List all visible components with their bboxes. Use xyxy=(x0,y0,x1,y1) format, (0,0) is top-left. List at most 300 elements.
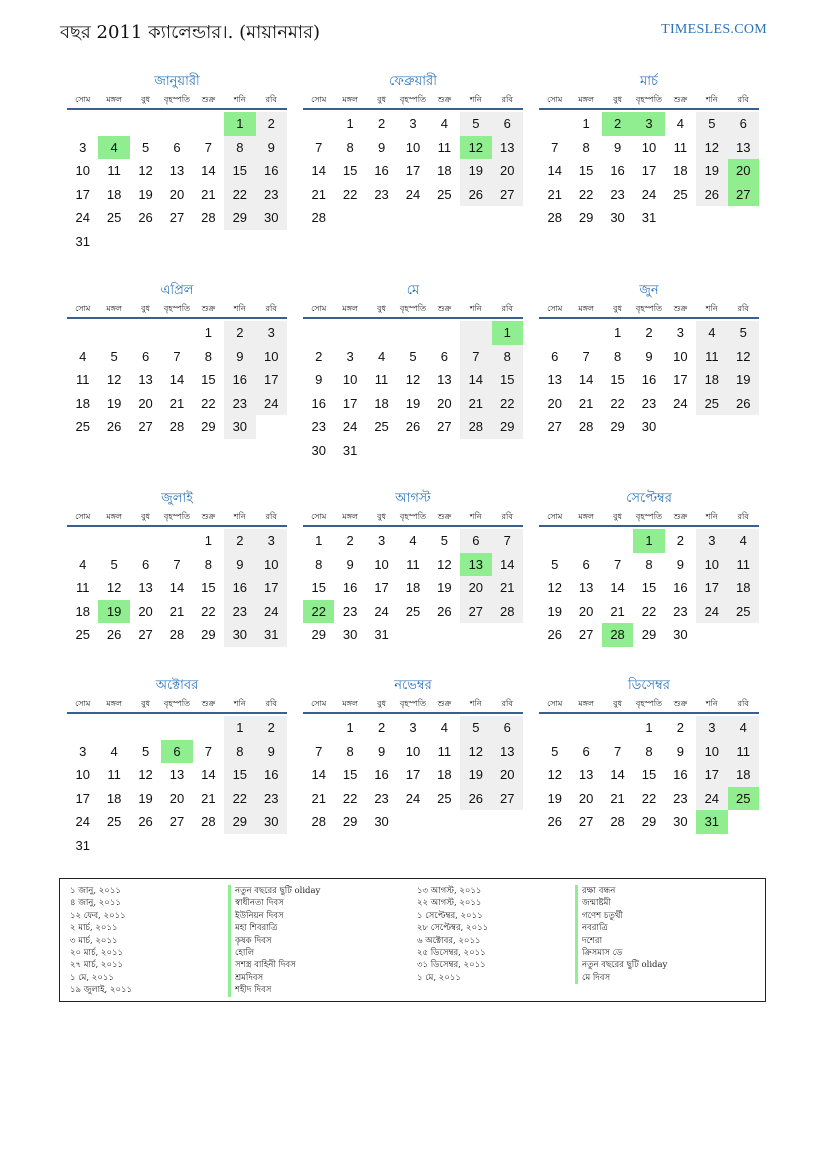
day-cell: 26 xyxy=(460,787,491,811)
month-name: ডিসেম্বর xyxy=(628,678,670,693)
day-cell: 13 xyxy=(578,580,594,596)
day-cell: 17 xyxy=(641,163,657,179)
empty-cell xyxy=(303,321,334,345)
day-cell: 23 xyxy=(374,186,389,202)
day-cell: 20 xyxy=(169,790,185,806)
empty-cell xyxy=(130,321,161,345)
day-cell: 15 xyxy=(492,368,523,392)
day-cell: 20 xyxy=(437,395,452,411)
weekday-label: বৃহস্পতি xyxy=(163,699,191,708)
day-cell: 5 xyxy=(460,112,491,136)
weekday-label: সোম xyxy=(311,304,327,313)
day-cell: 24 xyxy=(256,600,287,624)
day-cell: 7 xyxy=(204,139,213,155)
month-name: অক্টোবর xyxy=(155,678,199,693)
empty-cell xyxy=(67,529,98,553)
day-cell: 26 xyxy=(106,419,122,435)
holiday-name: ইউনিয়ন দিবস xyxy=(228,910,320,922)
day-cell: 25 xyxy=(437,186,452,202)
day-cell: 15 xyxy=(224,763,255,787)
day-cell: 26 xyxy=(138,210,153,226)
day-cell: 18 xyxy=(75,603,90,619)
day-cell: 6 xyxy=(728,112,759,136)
day-cell: 24 xyxy=(405,186,421,202)
empty-cell xyxy=(602,529,633,553)
day-cell: 14 xyxy=(169,580,185,596)
day-cell: 8 xyxy=(224,136,255,160)
day-grid xyxy=(303,529,523,647)
day-cell: 14 xyxy=(311,163,326,179)
holiday-dates-right xyxy=(417,885,488,984)
weekday-label: সোম xyxy=(75,304,91,313)
day-cell: 24 xyxy=(673,395,688,411)
weekday-label: শুক্র xyxy=(437,304,452,313)
day-cell: 14 xyxy=(547,163,562,179)
empty-cell xyxy=(193,112,224,136)
month-name: নভেম্বর xyxy=(394,678,432,693)
day-cell: 15 xyxy=(311,580,326,596)
day-cell: 18 xyxy=(673,163,688,179)
day-cell: 26 xyxy=(437,603,452,619)
weekday-label: বৃহস্পতি xyxy=(635,699,663,708)
day-grid xyxy=(303,716,523,834)
day-cell: 31 xyxy=(342,442,358,458)
month-name: এপ্রিল xyxy=(160,283,194,298)
day-cell: 25 xyxy=(696,392,727,416)
weekday-label: শনি xyxy=(705,304,718,313)
weekday-label: বৃহস্পতি xyxy=(399,95,427,104)
day-cell: 9 xyxy=(645,348,653,364)
day-cell: 30 xyxy=(256,206,287,230)
day-cell: 25 xyxy=(75,627,90,643)
weekday-label: মঙ্গল xyxy=(342,699,358,708)
day-cell: 3 xyxy=(377,533,386,548)
day-cell: 14 xyxy=(311,767,326,783)
day-cell: 27 xyxy=(492,183,523,207)
day-cell: 7 xyxy=(460,345,491,369)
day-cell: 4 xyxy=(440,720,449,735)
day-cell: 28 xyxy=(547,210,562,226)
day-cell: 13 xyxy=(492,136,523,160)
day-cell: 7 xyxy=(613,556,622,572)
holiday-date: ৬ অক্টোবর, ২০১১ xyxy=(417,935,481,946)
day-cell: 7 xyxy=(551,139,559,155)
day-cell: 16 xyxy=(641,372,657,388)
day-cell: 26 xyxy=(696,183,727,207)
empty-cell xyxy=(460,321,491,345)
day-cell: 9 xyxy=(224,345,255,369)
day-cell: 26 xyxy=(460,183,491,207)
day-cell: 7 xyxy=(613,743,622,759)
day-cell: 27 xyxy=(492,787,523,811)
day-cell: 27 xyxy=(460,600,491,624)
day-cell: 18 xyxy=(405,580,421,596)
holiday-date: ২০ মার্চ, ২০১১ xyxy=(70,947,124,958)
day-cell: 24 xyxy=(641,186,657,202)
empty-cell xyxy=(67,321,98,345)
day-cell: 28 xyxy=(311,210,326,226)
weekday-label: রবি xyxy=(265,95,277,104)
holiday-day-cell: 20 xyxy=(728,159,759,183)
holiday-name: নতুন বছরের ছুটি oliday xyxy=(575,959,667,971)
weekday-label: রবি xyxy=(737,699,749,708)
day-cell: 15 xyxy=(578,163,594,179)
day-cell: 5 xyxy=(141,139,150,155)
day-cell: 29 xyxy=(224,810,255,834)
day-cell: 4 xyxy=(696,321,727,345)
month-block xyxy=(539,72,759,230)
day-cell: 20 xyxy=(578,790,594,806)
day-cell: 12 xyxy=(106,372,122,388)
day-cell: 29 xyxy=(641,627,657,643)
day-cell: 27 xyxy=(547,419,562,435)
day-cell: 10 xyxy=(696,553,727,577)
day-cell: 22 xyxy=(224,787,255,811)
day-cell: 29 xyxy=(201,419,216,435)
day-cell: 20 xyxy=(492,763,523,787)
day-cell: 22 xyxy=(641,603,657,619)
day-cell: 21 xyxy=(610,603,625,619)
empty-cell xyxy=(67,112,98,136)
empty-cell xyxy=(570,529,601,553)
day-cell: 21 xyxy=(547,186,562,202)
month-block xyxy=(539,489,759,647)
day-cell: 13 xyxy=(728,136,759,160)
day-cell: 11 xyxy=(374,372,389,388)
weekday-label: শুক্র xyxy=(201,95,216,104)
weekday-label: বৃহস্পতি xyxy=(399,304,427,313)
weekday-label: মঙ্গল xyxy=(578,95,594,104)
weekday-header xyxy=(539,92,759,110)
day-cell: 9 xyxy=(224,553,255,577)
holiday-name: নতুন বছরের ছুটি oliday xyxy=(228,885,320,897)
day-cell: 3 xyxy=(256,529,287,553)
weekday-label: মঙ্গল xyxy=(106,304,122,313)
day-cell: 17 xyxy=(673,372,688,388)
day-cell: 4 xyxy=(676,116,685,131)
weekday-label: শুক্র xyxy=(673,304,688,313)
empty-cell xyxy=(303,716,334,740)
holiday-day-cell: 3 xyxy=(633,112,664,136)
day-cell: 9 xyxy=(346,556,354,572)
day-cell: 17 xyxy=(374,580,389,596)
day-cell: 29 xyxy=(201,627,216,643)
empty-cell xyxy=(366,321,397,345)
day-cell: 16 xyxy=(374,163,389,179)
day-cell: 11 xyxy=(75,580,90,596)
day-cell: 9 xyxy=(676,556,685,572)
weekday-label: রবি xyxy=(737,512,749,521)
weekday-label: বুধ xyxy=(377,95,387,104)
weekday-label: মঙ্গল xyxy=(106,512,122,521)
day-cell: 2 xyxy=(676,720,685,735)
weekday-label: রবি xyxy=(501,95,513,104)
empty-cell xyxy=(334,321,365,345)
day-cell: 5 xyxy=(440,533,449,548)
weekday-label: বৃহস্পতি xyxy=(399,699,427,708)
weekday-label: শুক্র xyxy=(673,699,688,708)
day-cell: 29 xyxy=(224,206,255,230)
day-cell: 10 xyxy=(256,345,287,369)
holiday-name: মহা শিবরাত্রি xyxy=(228,922,320,934)
day-cell: 21 xyxy=(311,186,326,202)
weekday-header xyxy=(67,696,287,714)
day-cell: 11 xyxy=(437,139,452,155)
weekday-label: মঙ্গল xyxy=(342,304,358,313)
day-cell: 30 xyxy=(374,814,389,830)
holiday-date: ১ মে, ২০১১ xyxy=(417,972,461,983)
weekday-label: শনি xyxy=(233,512,246,521)
weekday-label: বুধ xyxy=(141,512,151,521)
weekday-header xyxy=(303,92,523,110)
day-grid xyxy=(539,321,759,439)
empty-cell xyxy=(98,321,129,345)
day-cell: 25 xyxy=(106,814,122,830)
holiday-name: শহীদ দিবস xyxy=(228,984,320,996)
day-cell: 23 xyxy=(374,790,389,806)
day-cell: 21 xyxy=(169,603,185,619)
day-cell: 5 xyxy=(551,556,559,572)
weekday-header xyxy=(539,509,759,527)
day-cell: 7 xyxy=(173,348,181,364)
day-cell: 13 xyxy=(437,372,452,388)
day-cell: 29 xyxy=(578,210,594,226)
day-cell: 30 xyxy=(224,623,255,647)
weekday-header xyxy=(303,696,523,714)
brand-link[interactable]: TIMESLES.COM xyxy=(661,22,767,37)
day-cell: 15 xyxy=(641,580,657,596)
holiday-date: ১ জানু, ২০১১ xyxy=(70,886,121,896)
weekday-label: সোম xyxy=(547,699,563,708)
day-cell: 6 xyxy=(551,348,559,364)
day-cell: 15 xyxy=(224,159,255,183)
day-grid xyxy=(67,321,287,439)
day-cell: 28 xyxy=(578,419,594,435)
month-name: জুন xyxy=(639,283,659,298)
weekday-label: শুক্র xyxy=(201,512,216,521)
day-cell: 14 xyxy=(460,368,491,392)
day-cell: 20 xyxy=(547,395,562,411)
day-cell: 16 xyxy=(610,163,625,179)
day-cell: 20 xyxy=(492,159,523,183)
empty-cell xyxy=(602,716,633,740)
day-grid xyxy=(303,321,523,463)
weekday-label: সোম xyxy=(547,304,563,313)
day-cell: 30 xyxy=(610,210,625,226)
day-cell: 13 xyxy=(138,580,153,596)
day-cell: 19 xyxy=(138,186,153,202)
weekday-header xyxy=(539,301,759,319)
holiday-day-cell: 4 xyxy=(98,136,129,160)
day-cell: 8 xyxy=(346,743,354,759)
day-cell: 1 xyxy=(645,720,653,735)
day-cell: 2 xyxy=(645,325,653,340)
day-cell: 25 xyxy=(374,419,389,435)
empty-cell xyxy=(303,112,334,136)
weekday-header xyxy=(303,301,523,319)
weekday-header xyxy=(67,509,287,527)
day-cell: 13 xyxy=(138,372,153,388)
day-cell: 5 xyxy=(460,716,491,740)
day-cell: 16 xyxy=(224,576,255,600)
day-cell: 9 xyxy=(256,136,287,160)
day-cell: 24 xyxy=(75,814,90,830)
weekday-label: বুধ xyxy=(613,699,623,708)
empty-cell xyxy=(539,529,570,553)
day-cell: 11 xyxy=(673,139,688,155)
weekday-label: সোম xyxy=(75,95,91,104)
holiday-name: রক্ষা বন্ধন xyxy=(575,885,667,897)
day-cell: 23 xyxy=(256,787,287,811)
weekday-label: সোম xyxy=(311,95,327,104)
day-cell: 15 xyxy=(641,767,657,783)
weekday-label: মঙ্গল xyxy=(578,512,594,521)
day-cell: 17 xyxy=(256,576,287,600)
day-cell: 21 xyxy=(460,392,491,416)
day-cell: 17 xyxy=(696,576,727,600)
month-block xyxy=(539,676,759,834)
day-cell: 12 xyxy=(405,372,421,388)
day-cell: 22 xyxy=(492,392,523,416)
day-cell: 8 xyxy=(645,556,653,572)
day-cell: 6 xyxy=(492,112,523,136)
holiday-names-right xyxy=(575,885,667,984)
day-cell: 30 xyxy=(256,810,287,834)
day-cell: 14 xyxy=(201,767,216,783)
empty-cell xyxy=(130,112,161,136)
holiday-name: ক্রিসমাস ডে xyxy=(575,947,667,959)
weekday-header xyxy=(67,92,287,110)
month-name: আগস্ট xyxy=(395,491,431,506)
day-cell: 8 xyxy=(582,139,590,155)
weekday-label: শনি xyxy=(705,699,718,708)
day-cell: 27 xyxy=(138,419,153,435)
day-cell: 5 xyxy=(696,112,727,136)
empty-cell xyxy=(130,716,161,740)
holiday-day-cell: 6 xyxy=(161,740,192,764)
day-cell: 18 xyxy=(75,395,90,411)
month-name: সেপ্টেম্বর xyxy=(626,491,672,506)
weekday-label: বৃহস্পতি xyxy=(399,512,427,521)
day-cell: 28 xyxy=(610,814,625,830)
month-block xyxy=(67,72,287,254)
day-cell: 19 xyxy=(138,790,153,806)
day-cell: 20 xyxy=(138,603,153,619)
weekday-label: শুক্র xyxy=(437,512,452,521)
holiday-date: ২৫ ডিসেম্বর, ২০১১ xyxy=(417,947,486,958)
day-cell: 11 xyxy=(437,743,452,759)
day-cell: 25 xyxy=(437,790,452,806)
weekday-label: রবি xyxy=(265,699,277,708)
day-cell: 8 xyxy=(645,743,653,759)
day-cell: 28 xyxy=(460,415,491,439)
weekday-label: রবি xyxy=(265,512,277,521)
day-cell: 28 xyxy=(201,814,216,830)
day-cell: 1 xyxy=(204,533,213,548)
weekday-label: শুক্র xyxy=(437,699,452,708)
day-cell: 16 xyxy=(374,767,389,783)
weekday-label: শনি xyxy=(233,699,246,708)
holiday-day-cell: 13 xyxy=(460,553,491,577)
day-cell: 21 xyxy=(201,790,216,806)
day-cell: 4 xyxy=(440,116,449,131)
weekday-label: সোম xyxy=(547,512,563,521)
day-cell: 24 xyxy=(75,210,90,226)
day-cell: 21 xyxy=(578,395,594,411)
day-cell: 12 xyxy=(547,767,562,783)
day-cell: 16 xyxy=(342,580,358,596)
day-cell: 31 xyxy=(641,210,657,226)
day-cell: 19 xyxy=(460,159,491,183)
weekday-label: বৃহস্পতি xyxy=(163,304,191,313)
holiday-day-cell: 27 xyxy=(728,183,759,207)
day-cell: 10 xyxy=(342,372,358,388)
day-cell: 27 xyxy=(138,627,153,643)
weekday-label: শুক্র xyxy=(201,699,216,708)
holiday-day-cell: 1 xyxy=(224,112,255,136)
day-cell: 15 xyxy=(610,372,625,388)
day-cell: 28 xyxy=(169,419,185,435)
weekday-label: বৃহস্পতি xyxy=(635,304,663,313)
day-cell: 1 xyxy=(224,716,255,740)
day-cell: 26 xyxy=(728,392,759,416)
day-cell: 18 xyxy=(437,163,452,179)
day-cell: 5 xyxy=(110,556,118,572)
day-cell: 30 xyxy=(673,627,688,643)
weekday-label: রবি xyxy=(265,304,277,313)
day-cell: 7 xyxy=(315,139,323,155)
day-cell: 18 xyxy=(728,763,759,787)
day-cell: 10 xyxy=(405,139,421,155)
day-cell: 10 xyxy=(374,556,389,572)
month-name: ফেব্রুয়ারী xyxy=(389,74,437,89)
day-cell: 26 xyxy=(106,627,122,643)
day-cell: 22 xyxy=(201,395,216,411)
day-cell: 9 xyxy=(676,743,685,759)
day-cell: 8 xyxy=(346,139,354,155)
day-cell: 27 xyxy=(578,627,594,643)
day-cell: 11 xyxy=(107,767,121,783)
day-cell: 13 xyxy=(578,767,594,783)
day-cell: 29 xyxy=(610,419,625,435)
weekday-label: শুক্র xyxy=(437,95,452,104)
month-name: জানুয়ারী xyxy=(154,74,200,89)
day-cell: 16 xyxy=(224,368,255,392)
day-cell: 6 xyxy=(582,743,590,759)
day-cell: 3 xyxy=(256,321,287,345)
day-cell: 27 xyxy=(169,210,185,226)
holiday-date: ২৮ সেপ্টেম্বর, ২০১১ xyxy=(417,923,489,934)
holiday-list xyxy=(59,878,766,1002)
day-cell: 19 xyxy=(460,763,491,787)
day-cell: 9 xyxy=(613,139,622,155)
day-cell: 30 xyxy=(224,415,255,439)
day-cell: 18 xyxy=(106,790,122,806)
holiday-day-cell: 22 xyxy=(303,600,334,624)
day-cell: 4 xyxy=(110,743,118,759)
day-cell: 26 xyxy=(547,814,562,830)
day-grid xyxy=(67,112,287,254)
day-cell: 5 xyxy=(551,743,559,759)
day-cell: 3 xyxy=(696,716,727,740)
day-cell: 31 xyxy=(75,837,90,853)
month-name: মার্চ xyxy=(639,74,658,89)
holiday-name: হোলি xyxy=(228,947,320,959)
empty-cell xyxy=(570,716,601,740)
holiday-name: গণেশ চতুর্থী xyxy=(575,910,667,922)
day-cell: 3 xyxy=(79,743,87,759)
day-cell: 26 xyxy=(405,419,421,435)
